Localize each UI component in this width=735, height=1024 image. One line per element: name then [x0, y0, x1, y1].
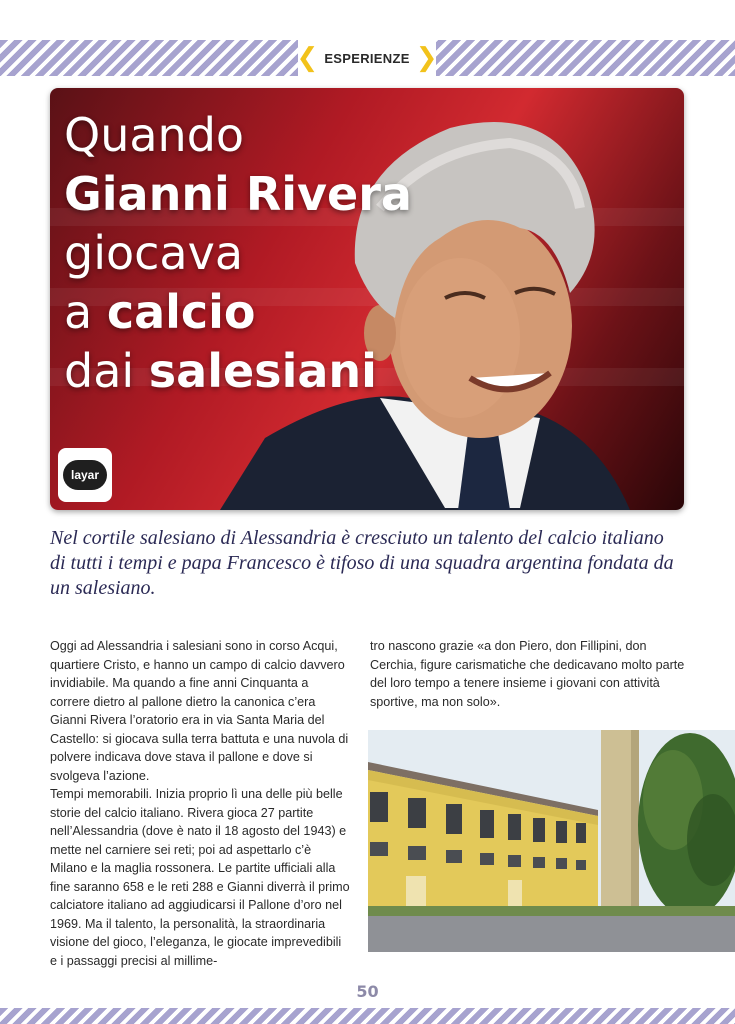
body-column-left	[50, 637, 350, 970]
section-tag	[298, 38, 436, 78]
headline-line-5	[64, 342, 412, 401]
hero-photo	[50, 88, 684, 510]
body-column-right	[370, 637, 688, 711]
headline-bold-text: calcio	[106, 285, 256, 339]
headline-light-text: giocava	[64, 226, 244, 280]
body-paragraph: Oggi ad Alessandria i salesiani sono in corso Acqui, quartiere Cristo, e hanno un campo di calcio davvero invidiabile. Ma quando a fine anni Cinquanta a correre dietro al pallone dietro la canonica c’era Gianni Rivera l’oratorio era in via Santa Maria del Castello: si giocava sulla terra battuta e una nuvola di polvere indicava dove stava il pallone e dove si svolgeva l’azione.	[50, 639, 349, 783]
footer-stripe	[0, 1008, 735, 1024]
headline-line-2	[64, 165, 412, 224]
layar-logo-text: layar	[70, 468, 100, 482]
page-number: 50	[356, 982, 379, 1001]
building-illustration	[368, 730, 735, 952]
chevron-left-icon: ❮	[296, 43, 319, 73]
layar-logo	[63, 460, 107, 490]
headline-light-text: Quando	[64, 108, 245, 162]
body-paragraph: Tempi memorabili. Inizia proprio lì una delle più belle storie del calcio italiano. Rivera gioca 27 partite nell’Alessandria (dove è nato il 18 agosto del 1943) e mette nel carniere sei reti; poi ad aspettarlo c’è Milano e la maglia rossonera. Le partite ufficiali alla fine saranno 658 e le reti 288 e Gianni diverrà il primo calciatore italiano ad aggiudicarsi il Pallone d’oro nel 1969. Ma il talento, la personalità, la straordinaria visione del gioco, l’eleganza, le giocate imprevedibili e i passaggi precisi al millime-	[50, 787, 350, 968]
layar-icon[interactable]	[58, 448, 112, 502]
article-lead: Nel cortile salesiano di Alessandria è cresciuto un talento del calcio italiano di tutti i tempi e papa Francesco è tifoso di una squadra argentina fondata da un salesiano.	[50, 527, 674, 599]
headline-line-1	[64, 106, 412, 165]
headline-bold-text: Gianni Rivera	[64, 167, 412, 221]
headline-line-4	[64, 283, 412, 342]
headline-bold-text: salesiani	[148, 344, 377, 398]
headline	[64, 106, 412, 401]
headline-light-text: dai	[64, 344, 149, 398]
headline-light-text: a	[64, 285, 107, 339]
chevron-right-icon: ❯	[415, 43, 438, 73]
section-label: ESPERIENZE	[324, 50, 410, 66]
body-paragraph: tro nascono grazie «a don Piero, don Fillipini, don Cerchia, figure carismatiche che dedicavano molto parte del loro tempo a tenere insieme i giovani con attività sportive, ma non solo».	[370, 639, 685, 709]
oratory-building-photo	[368, 730, 735, 952]
headline-line-3	[64, 224, 412, 283]
